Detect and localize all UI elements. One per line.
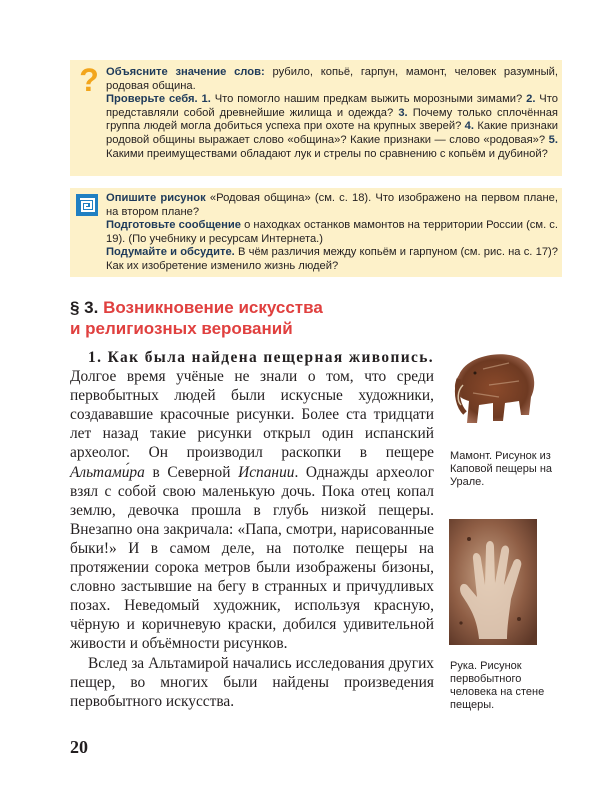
q4-num: 4.	[461, 120, 475, 133]
think-text: В чём различия между копьём и гарпуном (см. рис. на с. 17)? Как их изобретение изменило жизнь людей?	[106, 246, 558, 272]
q2-num: 2.	[522, 93, 536, 106]
paragraph-1-part-a: Долгое время учёные не знали о том, что среди первобытных людей были искусные художники, создававшие красочные рисунки. Более ста тридцати лет назад такие рисунки открыл один испанский археолог. Он производил раскопки в пещере	[70, 368, 434, 462]
place-name: Альтами́ра	[70, 463, 145, 481]
q2-text: Что представляли собой древнейшие жилища и одежда?	[106, 93, 558, 119]
monitor-icon	[76, 194, 98, 216]
q3-text: Почему только сплочённая группа людей могла добиться успеха при охоте на крупных зверей?	[106, 106, 558, 133]
mammoth-painting-image	[449, 345, 539, 437]
section-number: § 3.	[70, 298, 99, 317]
explain-text: рубило, копьё, гарпун, мамонт, человек разумный, родовая община.	[106, 66, 558, 92]
tasks-text	[106, 192, 558, 274]
page-number: 20	[70, 737, 88, 757]
hand-painting-image	[449, 519, 537, 645]
q1-text: Что помогло нашим предкам выжить морозными зимами?	[210, 93, 523, 106]
q4-text: Какие признаки родовой общины выражает слово «община»? Какие признаки — слово «родовая»?	[106, 120, 558, 146]
country-name: Испании	[238, 463, 295, 481]
paragraph-1-part-b: в Северной	[144, 463, 239, 481]
q5-num: 5.	[545, 133, 558, 146]
section-heading	[70, 297, 490, 339]
explain-label: Объясните значение слов:	[106, 66, 265, 78]
paragraph-1	[70, 348, 434, 654]
body-text	[70, 348, 434, 711]
q3-num: 3.	[393, 106, 408, 119]
q1-num: 1.	[197, 93, 211, 106]
q5-text: Какими преимуществами обладают лук и стрелы по сравнению с копьём и дубиной?	[106, 147, 548, 160]
check-label: Проверьте себя.	[106, 93, 198, 106]
paragraph-1-heading: 1. Как была найдена пещерная живопись.	[88, 349, 434, 366]
question-mark-icon: ?	[79, 62, 99, 98]
hand-caption: Рука. Рисунок первобытного человека на стене пещеры.	[450, 660, 545, 711]
section-title-line1: Возникновение искусства	[103, 298, 323, 317]
prepare-label: Подготовьте сообщение	[106, 219, 241, 232]
describe-label: Опишите рисунок	[106, 192, 206, 204]
mammoth-caption: Мамонт. Рисунок из Каповой пещеры на Урале.	[450, 450, 553, 488]
describe-text: «Родовая община» (см. с. 18). Что изображено на первом плане, на втором плане?	[106, 192, 558, 218]
questions-text	[106, 66, 558, 161]
section-title-line2: и религиозных верований	[70, 319, 293, 338]
paragraph-2: Вслед за Альтамирой начались исследования других пещер, во многих были найдены произведения первобытного искусства.	[70, 654, 434, 710]
think-label: Подумайте и обсудите.	[106, 246, 235, 259]
paragraph-1-part-c: . Однажды археолог взял с собой свою маленькую дочь. Пока отец копал землю, девочка прошла в глубь низкой пещеры. Внезапно она закричала: «Папа, смотри, нарисованные быки!» И в самом деле, на потолке пещеры на протяжении сорока метров были изображены бизоны, словно застывшие на бегу в странных и причудливых позах. Неведомый художник, используя красную, чёрную и коричневую краски, добился удивительной живости и объёмности рисунков.	[70, 463, 435, 653]
prepare-text: о находках останков мамонтов на территории России (см. с. 19). (По учебнику и ресурсам Интернета.)	[106, 219, 559, 245]
